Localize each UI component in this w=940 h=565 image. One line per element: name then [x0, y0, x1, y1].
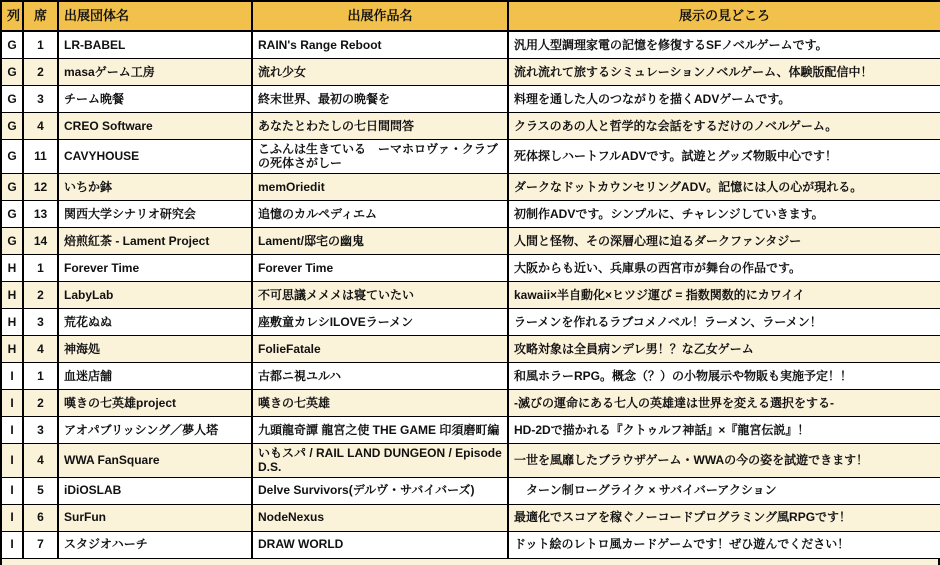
group-name-cell: 荒花ぬぬ	[58, 308, 252, 335]
group-name-cell: SurFun	[58, 504, 252, 531]
seat-cell: 4	[23, 335, 58, 362]
row-col-cell: G	[1, 31, 23, 59]
highlight-cell: ドット絵のレトロ風カードゲームです！ぜひ遊んでください！	[508, 531, 940, 558]
highlight-cell: kawaii×半自動化×ヒツジ運び = 指数関数的にカワイイ	[508, 281, 940, 308]
table-row	[1, 173, 940, 200]
table-row	[1, 59, 940, 86]
group-name-cell: LabyLab	[58, 281, 252, 308]
seat-cell: 4	[23, 443, 58, 477]
group-name-cell: LR-BABEL	[58, 31, 252, 59]
seat-cell: 3	[23, 86, 58, 113]
work-name-cell: 古都ニ視ユルハ	[252, 362, 508, 389]
work-name-cell: NodeNexus	[252, 504, 508, 531]
row-col-cell: G	[1, 113, 23, 140]
work-name-cell: FolieFatale	[252, 335, 508, 362]
header-cell-group: 出展団体名	[58, 1, 252, 31]
group-name-cell: 焙煎紅茶 - Lament Project	[58, 227, 252, 254]
table-row	[1, 443, 940, 477]
highlight-cell: クラスのあの人と哲学的な会話をするだけのノベルゲーム。	[508, 113, 940, 140]
highlight-cell: ラーメンを作れるラブコメノベル！ラーメン、ラーメン！	[508, 308, 940, 335]
group-name-cell: 嘆きの七英雄project	[58, 389, 252, 416]
table-row	[1, 362, 940, 389]
header-row	[1, 1, 940, 31]
table-row	[1, 308, 940, 335]
seat-cell: 1	[23, 31, 58, 59]
highlight-cell: HD-2Dで描かれる『クトゥルフ神話』×『龍宮伝説』！	[508, 416, 940, 443]
highlight-cell: ダークなドットカウンセリングADV。記憶には人の心が現れる。	[508, 173, 940, 200]
highlight-cell: -滅びの運命にある七人の英雄達は世界を変える選択をする-	[508, 389, 940, 416]
table-row	[1, 504, 940, 531]
row-col-cell: G	[1, 140, 23, 174]
row-col-cell: G	[1, 227, 23, 254]
work-name-cell: 不可思議メメメは寝ていたい	[252, 281, 508, 308]
highlight-cell: 初制作ADVです。シンプルに、チャレンジしていきます。	[508, 200, 940, 227]
work-name-cell: こふんは生きている ーマホロヴァ・クラブの死体さがしー	[252, 140, 508, 174]
seat-cell: 14	[23, 227, 58, 254]
row-col-cell: I	[1, 504, 23, 531]
partial-next-row	[0, 559, 940, 565]
seat-cell: 5	[23, 477, 58, 504]
highlight-cell: 人間と怪物、その深層心理に迫るダークファンタジー	[508, 227, 940, 254]
row-col-cell: I	[1, 443, 23, 477]
table-body	[1, 31, 940, 558]
work-name-cell: 九頭龍奇譚 龍宮之使 THE GAME 印須磨町編	[252, 416, 508, 443]
seat-cell: 6	[23, 504, 58, 531]
highlight-cell: 最適化でスコアを稼ぐノーコードプログラミング風RPGです！	[508, 504, 940, 531]
row-col-cell: G	[1, 59, 23, 86]
group-name-cell: Forever Time	[58, 254, 252, 281]
group-name-cell: 血迷店舗	[58, 362, 252, 389]
highlight-cell: 流れ流れて旅するシミュレーションノベルゲーム、体験版配信中！	[508, 59, 940, 86]
row-col-cell: I	[1, 389, 23, 416]
work-name-cell: Forever Time	[252, 254, 508, 281]
group-name-cell: 関西大学シナリオ研究会	[58, 200, 252, 227]
work-name-cell: DRAW WORLD	[252, 531, 508, 558]
table-row	[1, 227, 940, 254]
highlight-cell: 攻略対象は全員病ンデレ男！？な乙女ゲーム	[508, 335, 940, 362]
seat-cell: 7	[23, 531, 58, 558]
row-col-cell: H	[1, 254, 23, 281]
seat-cell: 1	[23, 254, 58, 281]
highlight-cell: ターン制ローグライク × サバイバーアクション	[508, 477, 940, 504]
row-col-cell: I	[1, 477, 23, 504]
table-row	[1, 200, 940, 227]
seat-cell: 4	[23, 113, 58, 140]
seat-cell: 12	[23, 173, 58, 200]
group-name-cell: masaゲーム工房	[58, 59, 252, 86]
work-name-cell: memOriedit	[252, 173, 508, 200]
work-name-cell: 嘆きの七英雄	[252, 389, 508, 416]
table-row	[1, 389, 940, 416]
row-col-cell: I	[1, 416, 23, 443]
seat-cell: 2	[23, 281, 58, 308]
row-col-cell: G	[1, 173, 23, 200]
seat-cell: 3	[23, 416, 58, 443]
highlight-cell: 汎用人型調理家電の記憶を修復するSFノベルゲームです。	[508, 31, 940, 59]
seat-cell: 13	[23, 200, 58, 227]
table-row	[1, 113, 940, 140]
table-row	[1, 281, 940, 308]
group-name-cell: チーム晩餐	[58, 86, 252, 113]
highlight-cell: 料理を通した人のつながりを描くADVゲームです。	[508, 86, 940, 113]
table-row	[1, 31, 940, 59]
seat-cell: 3	[23, 308, 58, 335]
row-col-cell: I	[1, 531, 23, 558]
table-row	[1, 416, 940, 443]
table-row	[1, 86, 940, 113]
work-name-cell: RAIN's Range Reboot	[252, 31, 508, 59]
row-col-cell: G	[1, 86, 23, 113]
row-col-cell: H	[1, 308, 23, 335]
highlight-cell: 大阪からも近い、兵庫県の西宮市が舞台の作品です。	[508, 254, 940, 281]
row-col-cell: I	[1, 362, 23, 389]
highlight-cell: 和風ホラーRPG。概念（？）の小物展示や物販も実施予定！！	[508, 362, 940, 389]
table-row	[1, 254, 940, 281]
table-row	[1, 335, 940, 362]
row-col-cell: H	[1, 335, 23, 362]
work-name-cell: Lament/邸宅の幽鬼	[252, 227, 508, 254]
row-col-cell: H	[1, 281, 23, 308]
work-name-cell: 追憶のカルペディエム	[252, 200, 508, 227]
group-name-cell: いちか鉢	[58, 173, 252, 200]
group-name-cell: iDiOSLAB	[58, 477, 252, 504]
group-name-cell: アオパブリッシング／夢人塔	[58, 416, 252, 443]
work-name-cell: いもスパ / RAIL LAND DUNGEON / Episode D.S.	[252, 443, 508, 477]
group-name-cell: 神海処	[58, 335, 252, 362]
seat-cell: 1	[23, 362, 58, 389]
work-name-cell: Delve Survivors(デルヴ・サバイバーズ)	[252, 477, 508, 504]
work-name-cell: 座敷童カレシILOVEラーメン	[252, 308, 508, 335]
header-cell-col: 列	[1, 1, 23, 31]
group-name-cell: スタジオハーチ	[58, 531, 252, 558]
work-name-cell: 終末世界、最初の晩餐を	[252, 86, 508, 113]
table-row	[1, 531, 940, 558]
work-name-cell: 流れ少女	[252, 59, 508, 86]
highlight-cell: 死体探しハートフルADVです。試遊とグッズ物販中心です！	[508, 140, 940, 174]
table-row	[1, 140, 940, 174]
group-name-cell: CREO Software	[58, 113, 252, 140]
highlight-cell: 一世を風靡したブラウザゲーム・WWAの今の姿を試遊できます！	[508, 443, 940, 477]
header-cell-highlight: 展示の見どころ	[508, 1, 940, 31]
seat-cell: 11	[23, 140, 58, 174]
group-name-cell: CAVYHOUSE	[58, 140, 252, 174]
row-col-cell: G	[1, 200, 23, 227]
work-name-cell: あなたとわたしの七日間問答	[252, 113, 508, 140]
table-row	[1, 477, 940, 504]
seat-cell: 2	[23, 59, 58, 86]
group-name-cell: WWA FanSquare	[58, 443, 252, 477]
header-cell-work: 出展作品名	[252, 1, 508, 31]
header-cell-seat: 席	[23, 1, 58, 31]
seat-cell: 2	[23, 389, 58, 416]
